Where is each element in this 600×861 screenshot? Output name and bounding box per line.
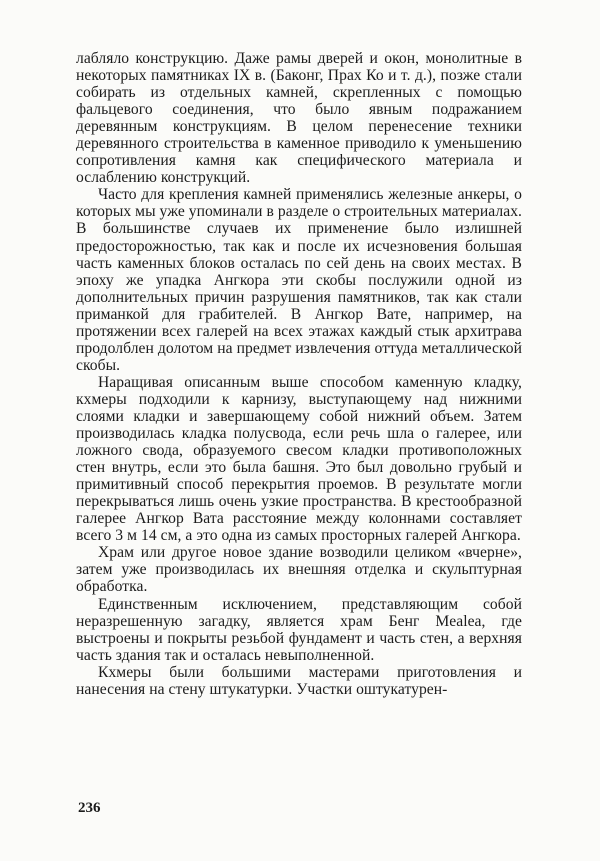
paragraph-4: Храм или другое новое здание возводили целиком «вчерне», затем уже производилась их внешняя отделка и скульптурная обработка. [76,544,522,596]
page-number: 236 [78,800,101,816]
body-text [76,50,522,698]
paragraph-5: Единственным исключением, представляющим собой неразрешенную загадку, является храм Бенг Мealea, где выстроены и покрыты резьбой фундамент и часть стен, а верхняя часть здания так и осталась невыполненной. [76,595,522,664]
paragraph-6: Кхмеры были большими мастерами приготовления и нанесения на стену штукатурки. Участки оштукатурен- [76,663,522,698]
paragraph-2: Часто для крепления камней применялись железные анкеры, о которых мы уже упоминали в разделе о строительных материалах. В большинстве случаев их применение было излишней предосторожностью, так как и после их исчезновения большая часть каменных блоков осталась по сей день на своих местах. В эпоху же упадка Ангкора эти скобы послужили одной из дополнительных причин разрушения памятников, так как стали приманкой для грабителей. В Ангкор Вате, например, на протяжении всех галерей на всех этажах каждый стык архитрава продолблен долотом на предмет извлечения оттуда металлической скобы. [76,186,522,374]
paragraph-3: Наращивая описанным выше способом каменную кладку, кхмеры подходили к карнизу, выступающему над нижними слоями кладки и завершающему собой нижний объем. Затем производилась кладка полусвода, если речь шла о галерее, или ложного свода, образуемого свесом кладки противоположных стен внутрь, если это была башня. Это был довольно грубый и примитивный способ перекрытия проемов. В результате могли перекрываться лишь очень узкие пространства. В крестообразной галерее Ангкор Вата расстояние между колоннами составляет всего 3 м 14 см, а это одна из самых просторных галерей Ангкора. [76,373,522,545]
paragraph-1: лабляло конструкцию. Даже рамы дверей и окон, монолитные в некоторых памятниках IX в. (Баконг, Прах Ко и т. д.), позже стали собирать из отдельных камней, скрепленных с помощью фальцевого соединения, что было явным подражанием деревянным конструкциям. В целом перенесение техники деревянного строительства в каменное приводило к уменьшению сопротивления камня как специфического материала и ослаблению конструкций. [76,50,522,187]
